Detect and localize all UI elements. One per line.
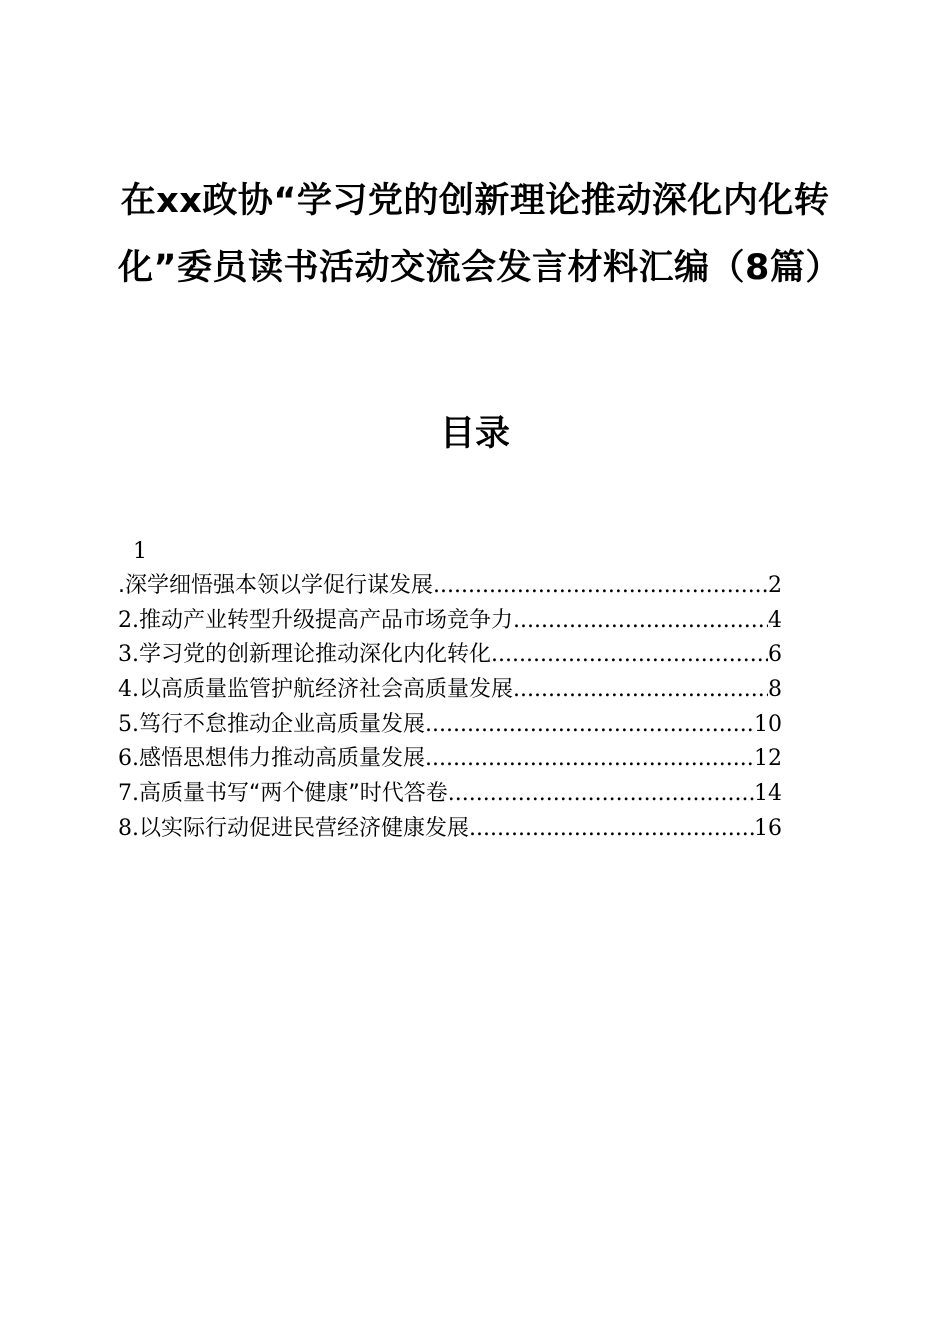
toc-item-page: 2: [768, 573, 782, 598]
toc-item-title: 笃行不怠推动企业高质量发展: [139, 711, 426, 737]
toc-item-2[interactable]: [118, 604, 782, 639]
toc-leader-dots: [433, 569, 768, 604]
toc-item-title: 推动产业转型升级提高产品市场竞争力: [139, 607, 514, 633]
toc-item-number: 5.: [118, 711, 139, 737]
toc-item-number: 4.: [118, 677, 139, 703]
toc-item-title: 以实际行动促进民营经济健康发展: [139, 815, 470, 841]
toc-item-page: 8: [768, 677, 782, 703]
toc-item-6[interactable]: [118, 742, 782, 777]
toc-item-1[interactable]: [118, 535, 782, 604]
table-of-contents: [118, 535, 782, 847]
toc-item-title: .深学细悟强本领以学促行谋发展: [118, 573, 433, 598]
toc-leader-dots: [448, 777, 754, 812]
toc-item-page: 10: [754, 711, 782, 737]
toc-item-page: 4: [768, 607, 782, 633]
toc-heading: 目录: [439, 414, 510, 454]
toc-item-3[interactable]: [118, 638, 782, 673]
toc-leader-dots: [469, 812, 754, 847]
toc-item-number: 8.: [118, 815, 139, 841]
toc-item-number: 3.: [118, 642, 139, 668]
toc-item-title: 高质量书写“两个健康”时代答卷: [139, 781, 448, 807]
toc-item-number: 6.: [118, 746, 139, 772]
document-title: 在xx政协“学习党的创新理论推动深化内化转化”委员读书活动交流会发言材料汇编（8篇）: [118, 181, 841, 288]
toc-item-number: 7.: [118, 781, 139, 807]
toc-leader-dots: [491, 638, 768, 673]
toc-leader-dots: [513, 604, 768, 639]
toc-item-8[interactable]: [118, 812, 782, 847]
toc-item-page: 12: [754, 746, 782, 772]
toc-item-title: 以高质量监管护航经济社会高质量发展: [139, 677, 514, 703]
toc-item-page: 14: [754, 781, 782, 807]
toc-item-4[interactable]: [118, 673, 782, 708]
toc-item-title: 学习党的创新理论推动深化内化转化: [139, 642, 492, 668]
toc-item-7[interactable]: [118, 777, 782, 812]
toc-item-page: 16: [754, 815, 782, 841]
toc-item-page: 6: [768, 642, 782, 668]
toc-leader-dots: [425, 708, 754, 743]
toc-item-title: 感悟思想伟力推动高质量发展: [139, 746, 426, 772]
toc-item-5[interactable]: [118, 708, 782, 743]
toc-leader-dots: [513, 673, 768, 708]
toc-item-number: 2.: [118, 607, 139, 633]
toc-leader-dots: [425, 742, 754, 777]
toc-item-number: 1: [133, 539, 147, 564]
